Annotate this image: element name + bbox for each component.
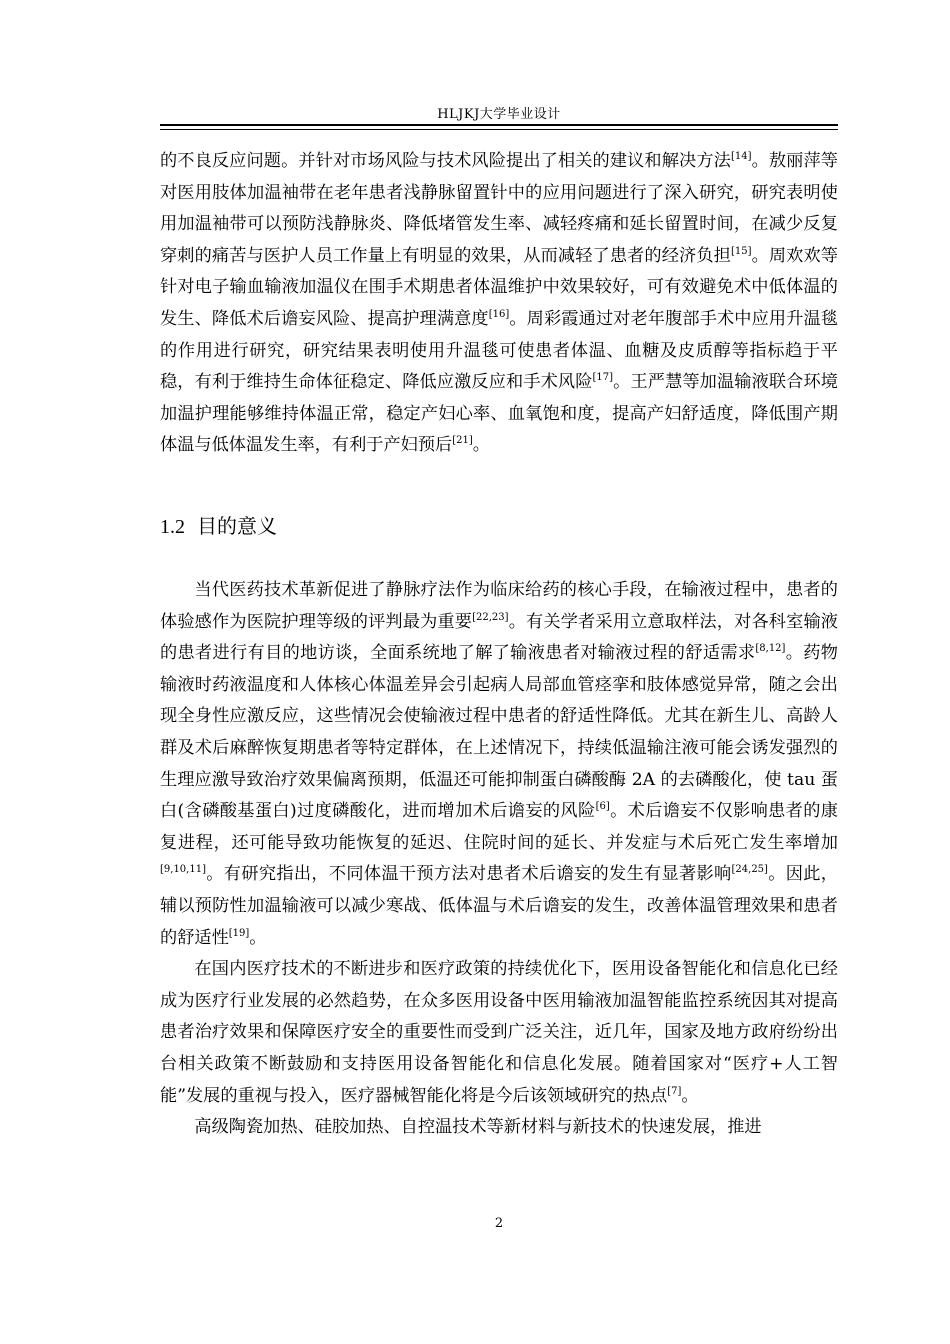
text-run: 。有研究指出，不同体温干预方法对患者术后谵妄的发生有显著影响 — [205, 864, 732, 885]
paragraph — [160, 1112, 838, 1144]
citation-ref: [6] — [595, 801, 610, 813]
text-run: 当代医药技术革新促进了静脉疗法作为临床给药的核心手段，在输液过程中，患者的体验感作为医院护理等级的评判最为重要 — [160, 580, 838, 632]
paragraph-continued — [160, 146, 838, 462]
citation-ref: [7] — [667, 1085, 682, 1097]
section-heading — [160, 510, 277, 539]
page-number: 2 — [494, 1216, 504, 1231]
text-run: 。 — [249, 927, 267, 948]
paragraph — [160, 954, 838, 1112]
citation-ref: [19] — [228, 927, 250, 939]
text-run: 在国内医疗技术的不断进步和医疗政策的持续优化下，医用设备智能化和信息化已经成为医疗行业发展的必然趋势，在众多医用设备中医用输液加温智能监控系统因其对提高患者治疗效果和保障医疗安全的重要性而受到广泛关注，近几年，国家及地方政府纷纷出台相关政策不断鼓励和支持医用设备智能化和信息化发展。随着国家对“医疗+人工智能”发展的重视与投入，医疗器械智能化将是今后该领域研究的热点 — [160, 959, 838, 1106]
text-run: 。 — [681, 1085, 699, 1106]
section-title: 目的意义 — [197, 514, 277, 538]
text-run: 。因此，辅以预防性加温输液可以减少寒战、低体温与术后谵妄的发生，改善体温管理效果和患者的舒适性 — [160, 864, 838, 948]
citation-ref: [9,10,11] — [160, 864, 206, 876]
paragraph — [160, 575, 838, 954]
citation-ref: [22,23] — [472, 611, 509, 623]
citation-ref: [24,25] — [731, 864, 768, 876]
text-run: 。有关学者采用立意取样法，对各科室输液的患者进行有目的地访谈，全面系统地了解了输液患者对输液过程的舒适需求 — [160, 611, 838, 664]
body-text-section — [160, 575, 838, 1144]
body-text-top — [160, 146, 838, 462]
citation-ref: [16] — [488, 308, 510, 320]
text-run: 。术后谵妄不仅影响患者的康复进程，还可能导致功能恢复的延迟、住院时间的延长、并发症与术后死亡发生率增加 — [160, 801, 838, 853]
citation-ref: [14] — [730, 151, 752, 162]
citation-ref: [21] — [452, 435, 473, 447]
header-rule-thin — [160, 129, 838, 130]
citation-ref: [15] — [730, 245, 752, 257]
text-run: 的不良反应问题。并针对市场风险与技术风险提出了相关的建议和解决方法 — [160, 151, 731, 171]
text-run: 。王严慧等加温输液联合环境加温护理能够维持体温正常，稳定产妇心率、血氧饱和度，提高产妇舒适度，降低围产期体温与低体温发生率，有利于产妇预后 — [160, 372, 838, 456]
text-run: 。药物输液时药液温度和人体核心体温差异会引起病人局部血管痉挛和肢体感觉异常，随之会出现全身性应激反应，这些情况会使输液过程中患者的舒适性降低。尤其在新生儿、高龄人群及术后麻醉恢复期患者等特定群体，在上述情况下，持续低温输注液可能会诱发强烈的生理应激导致治疗效果偏离预期，低温还可能抑制蛋白磷酸酶 2A 的去磷酸化，使 tau 蛋白(含磷酸基蛋白)过度磷酸化，进而增加术后谵妄的风险 — [160, 643, 838, 822]
text-run: 。 — [472, 435, 490, 456]
citation-ref: [17] — [592, 372, 614, 384]
citation-ref: [8,12] — [755, 643, 786, 655]
text-run: 。敖丽萍等对医用肢体加温袖带在老年患者浅静脉留置针中的应用问题进行了深入研究，研究表明使用加温袖带可以预防浅静脉炎、降低堵管发生率、减轻疼痛和延长留置时间，在减少反复穿刺的痛苦与医护人员工作量上有明显的效果，从而减轻了患者的经济负担 — [160, 151, 838, 266]
running-header: HLJKJ大学毕业设计 — [437, 107, 561, 122]
header-rule-thick — [160, 124, 838, 126]
section-number: 1.2 — [160, 516, 185, 538]
text-run: 高级陶瓷加热、硅胶加热、自控温技术等新材料与新技术的快速发展，推进 — [194, 1117, 762, 1138]
text-run: 。周彩霞通过对老年腹部手术中应用升温毯的作用进行研究，研究结果表明使用升温毯可使患者体温、血糖及皮质醇等指标趋于平稳，有利于维持生命体征稳定、降低应激反应和手术风险 — [160, 308, 838, 393]
text-run: 。周欢欢等针对电子输血输液加温仪在围手术期患者体温维护中效果较好，可有效避免术中低体温的发生、降低术后谵妄风险、提高护理满意度 — [160, 245, 838, 329]
